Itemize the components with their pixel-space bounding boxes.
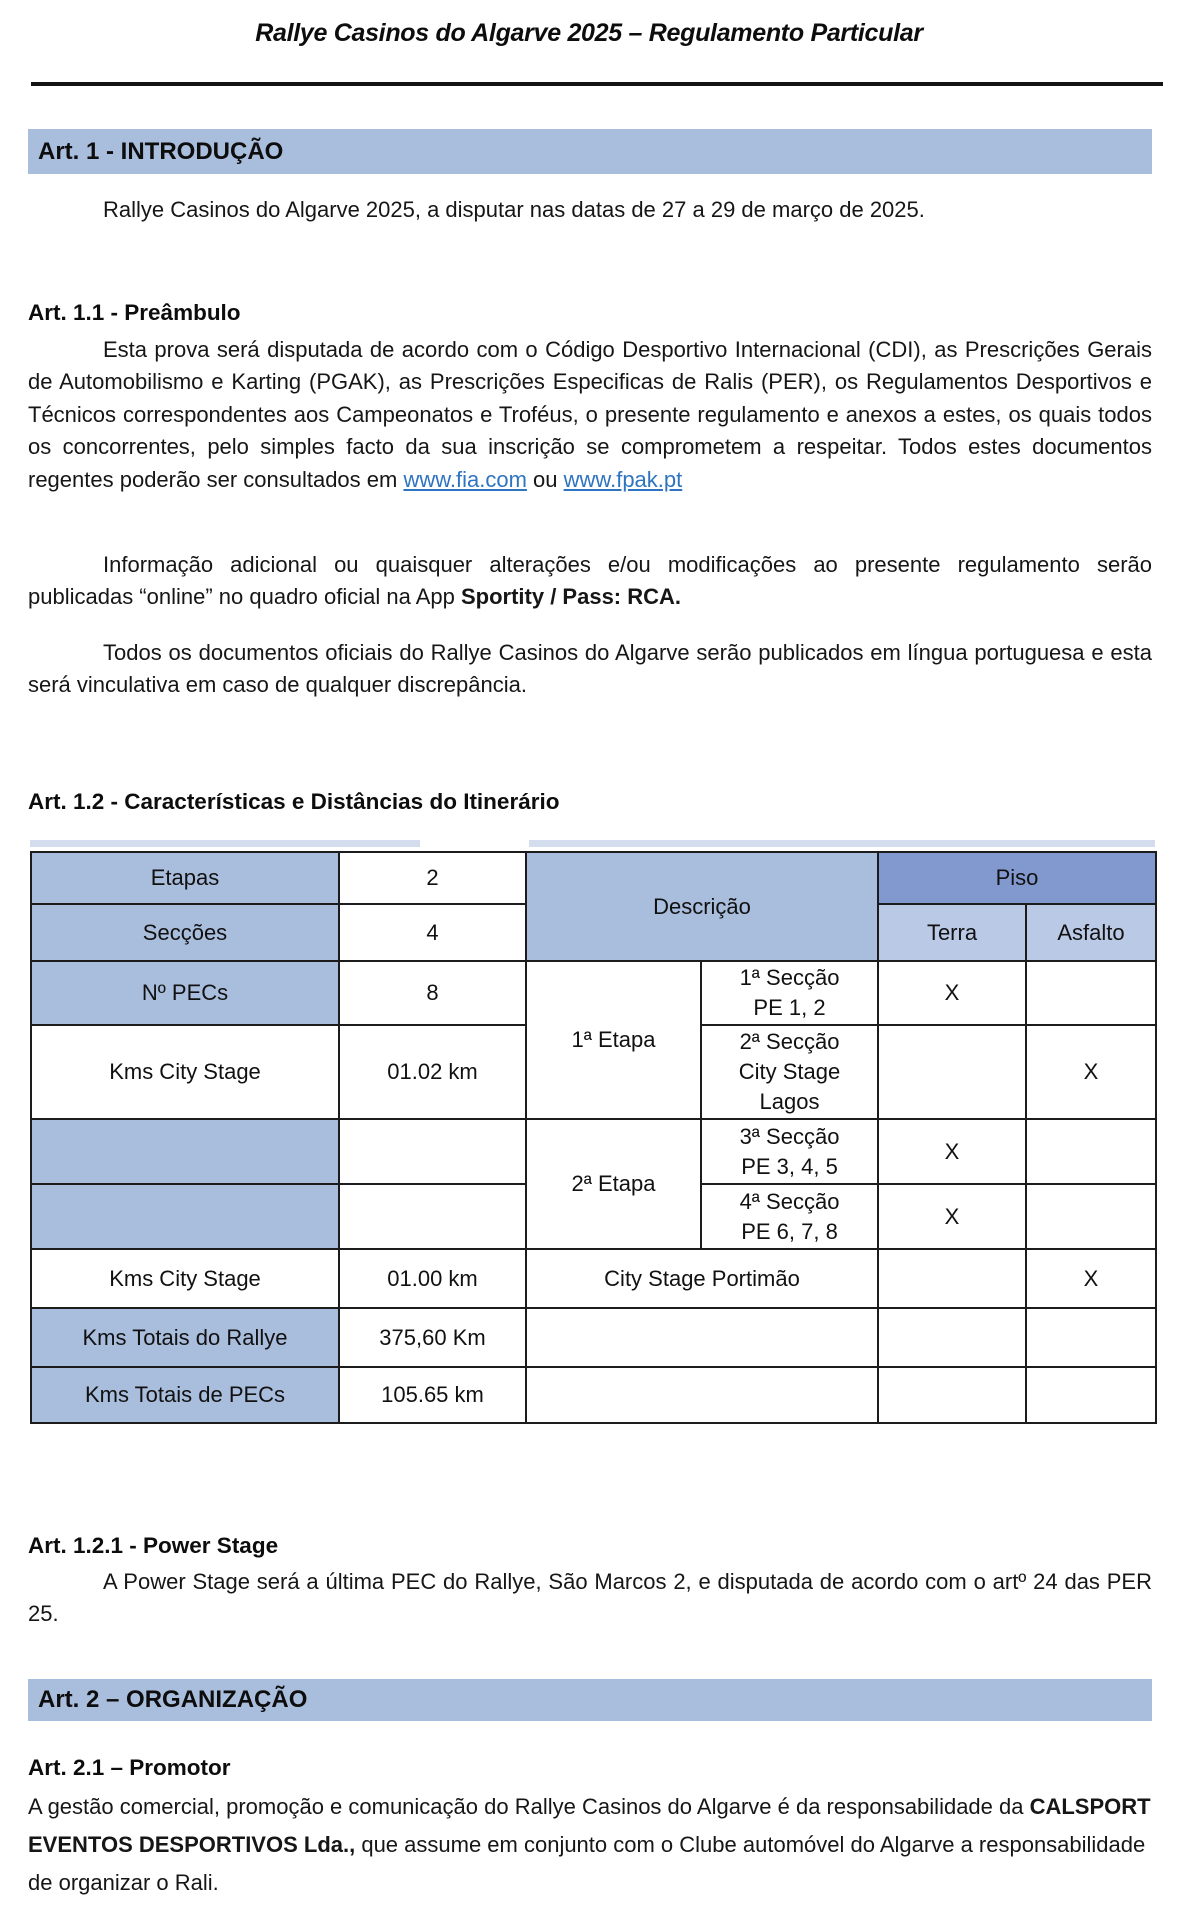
- portimao-asfalto-mark-cell: X: [1026, 1249, 1156, 1308]
- seccao3-asfalto-cell: [1026, 1119, 1156, 1184]
- seccao1-terra-mark-cell: X: [878, 961, 1026, 1025]
- empty-cell: [526, 1367, 878, 1423]
- empty-blue-cell: [31, 1184, 339, 1249]
- city-stage-portimao-cell: City Stage Portimão: [526, 1249, 878, 1308]
- empty-cell: [1026, 1308, 1156, 1367]
- fia-link[interactable]: www.fia.com: [403, 466, 527, 492]
- title-divider: [31, 82, 1163, 86]
- kms-totais-rallye-label-cell: Kms Totais do Rallye: [31, 1308, 339, 1367]
- empty-cell: [878, 1367, 1026, 1423]
- seccao2-terra-cell: [878, 1025, 1026, 1119]
- table-ghost-artifact-left: [30, 840, 420, 847]
- art2-heading: Art. 2 – ORGANIZAÇÃO: [38, 1686, 308, 1713]
- kms-totais-pecs-label-cell: Kms Totais de PECs: [31, 1367, 339, 1423]
- table-ghost-artifact-right: [529, 840, 1155, 847]
- document-title: Rallye Casinos do Algarve 2025 – Regulamento Particular: [255, 19, 923, 47]
- power-stage-paragraph: A Power Stage será a última PEC do Rallye, São Marcos 2, e disputada de acordo com o artº 24 das PER 25.: [28, 1569, 1152, 1627]
- etapa1-cell: 1ª Etapa: [526, 961, 701, 1119]
- kms-totais-rallye-value-cell: 375,60 Km: [339, 1308, 526, 1367]
- art2-1-heading: Art. 2.1 – Promotor: [28, 1755, 231, 1780]
- empty-cell: [878, 1308, 1026, 1367]
- preamble-text: Esta prova será disputada de acordo com o Código Desportivo Internacional (CDI), as Prescrições Gerais de Automobilismo e Karting (PGAK), as Prescrições Especificas de Ralis (PER), os Regulamentos Desportivos e Técnicos correspondentes aos Campeonatos e Troféus, o presente regulamento e anexos a estes, os quais todos os concorrentes, pelo simples facto da sua inscrição se comprometem a respeitar. Todos estes documentos regentes poderão ser consultados em: [28, 337, 1152, 492]
- table-row: [31, 1308, 1156, 1367]
- empty-cell: [339, 1184, 526, 1249]
- pecs-label-cell: Nº PECs: [31, 961, 339, 1025]
- art1-heading: Art. 1 - INTRODUÇÃO: [38, 138, 284, 165]
- seccao1-asfalto-cell: [1026, 961, 1156, 1025]
- empty-blue-cell: [31, 1119, 339, 1184]
- descricao-header-cell: Descrição: [526, 852, 878, 961]
- seccao3-cell: 3ª Secção PE 3, 4, 5: [701, 1119, 878, 1184]
- kms-city-stage1-label-cell: Kms City Stage: [31, 1025, 339, 1119]
- asfalto-header-cell: Asfalto: [1026, 904, 1156, 961]
- preamble-paragraph: [28, 334, 1152, 496]
- seccao4-terra-mark-cell: X: [878, 1184, 1026, 1249]
- art2-heading-bar: [28, 1679, 1152, 1721]
- seccoes-label-cell: Secções: [31, 904, 339, 961]
- kms-city-stage1-value-cell: 01.02 km: [339, 1025, 526, 1119]
- piso-header-cell: Piso: [878, 852, 1156, 904]
- info-paragraph: [28, 549, 1152, 614]
- intro-paragraph: Rallye Casinos do Algarve 2025, a disputar nas datas de 27 a 29 de março de 2025.: [103, 197, 925, 222]
- fpak-link[interactable]: www.fpak.pt: [563, 466, 683, 492]
- seccao3-terra-mark-cell: X: [878, 1119, 1026, 1184]
- etapa2-cell: 2ª Etapa: [526, 1119, 701, 1249]
- etapas-value-cell: 2: [339, 852, 526, 904]
- promotor-paragraph: [28, 1788, 1152, 1902]
- table-row: [31, 1367, 1156, 1423]
- art1-1-heading: Art. 1.1 - Preâmbulo: [28, 300, 241, 325]
- table-row: [31, 1249, 1156, 1308]
- empty-cell: [1026, 1367, 1156, 1423]
- pecs-value-cell: 8: [339, 961, 526, 1025]
- seccoes-value-cell: 4: [339, 904, 526, 961]
- seccao4-cell: 4ª Secção PE 6, 7, 8: [701, 1184, 878, 1249]
- seccao4-asfalto-cell: [1026, 1184, 1156, 1249]
- kms-city-stage2-value-cell: 01.00 km: [339, 1249, 526, 1308]
- table-row: [31, 852, 1156, 904]
- art1-2-heading: Art. 1.2 - Características e Distâncias do Itinerário: [28, 789, 560, 814]
- empty-cell: [526, 1308, 878, 1367]
- etapas-label-cell: Etapas: [31, 852, 339, 904]
- art1-2-1-heading: Art. 1.2.1 - Power Stage: [28, 1533, 279, 1558]
- table-row: [31, 1119, 1156, 1184]
- table-row: [31, 961, 1156, 1025]
- promotor-text: A gestão comercial, promoção e comunicação do Rallye Casinos do Algarve é da responsabilidade da: [28, 1794, 1030, 1819]
- empty-cell: [339, 1119, 526, 1184]
- itinerary-table: [30, 851, 1157, 1424]
- terra-header-cell: Terra: [878, 904, 1026, 961]
- art1-heading-bar: [28, 129, 1152, 174]
- portimao-terra-cell: [878, 1249, 1026, 1308]
- seccao1-cell: 1ª Secção PE 1, 2: [701, 961, 878, 1025]
- calsport-bold-text: CALSPORT EVENTOS DESPORTIVOS Lda.,: [28, 1794, 1151, 1857]
- kms-totais-pecs-value-cell: 105.65 km: [339, 1367, 526, 1423]
- kms-city-stage2-label-cell: Kms City Stage: [31, 1249, 339, 1308]
- seccao2-asfalto-mark-cell: X: [1026, 1025, 1156, 1119]
- promotor-text-after: que assume em conjunto com o Clube automóvel do Algarve a responsabilidade de organizar o Rali.: [28, 1832, 1146, 1895]
- info-text: Informação adicional ou quaisquer alterações e/ou modificações ao presente regulamento serão publicadas “online” no quadro oficial na App: [28, 552, 1152, 610]
- sportity-app-text: Sportity / Pass: RCA.: [460, 584, 682, 610]
- official-docs-paragraph: Todos os documentos oficiais do Rallye Casinos do Algarve serão publicados em língua portuguesa e esta será vinculativa em caso de qualquer discrepância.: [28, 640, 1152, 698]
- link-connector-text: ou: [526, 466, 564, 492]
- seccao2-cell: 2ª Secção City Stage Lagos: [701, 1025, 878, 1119]
